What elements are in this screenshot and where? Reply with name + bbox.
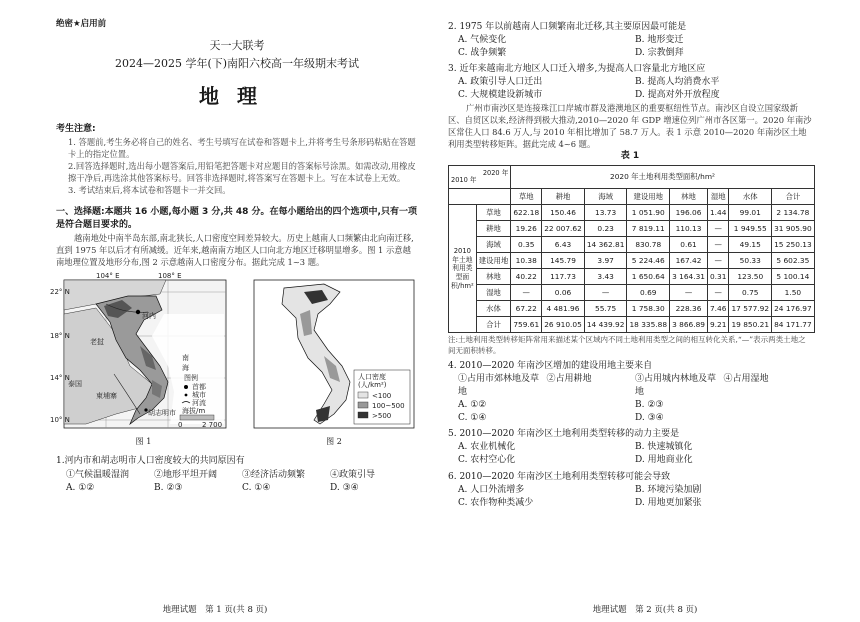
option-a: A. ①② (66, 482, 95, 493)
table-cell: 3 164.31 (670, 269, 708, 285)
table-row-header: 建设用地 (476, 253, 511, 269)
subject-title: 地理 (199, 84, 275, 109)
question-2-options-row-2 (448, 47, 812, 60)
question-4: 4. 2010—2020 年南沙区增加的建设用地主要来自 (448, 361, 653, 372)
lat-22-label: 22° N (50, 288, 70, 297)
passage-nansha: 广州市南沙区是连接珠江口岸城市群及港澳地区的重要枢纽性节点。南沙区自设立国家级新区、自贸区以来,经济得到极大推动,2010—2020 年 GDP 增速位列广州市各区第一。2020 年南沙区常住人口 84.6 万人,与 2010 年相比增加了 58.7 万人。表 1 示意 2010—2020 年南沙区土地利用类型转移矩阵。据此完成 4~6 题。 (448, 103, 812, 150)
option-a: A. 政策引导人口迁出 (458, 77, 543, 88)
table-cell: 4 481.96 (542, 301, 585, 317)
table-row (449, 285, 815, 301)
passage-vietnam: 越南地处中南半岛东部,南北狭长,人口密度空间差异较大。历史上越南人口频繁由北向南迁移,直到 1975 年以后才有所减缓。近年来,越南南方地区人口向北方地区迁移明显增多。图 1 示意越南地理位置及地形分布,图 2 示意越南人口密度分布。据此完成 1~3 题。 (56, 233, 414, 268)
figure-2 (250, 274, 418, 452)
table-cell: — (584, 285, 627, 301)
table-cell: 1.50 (772, 285, 815, 301)
table-row-header: 耕地 (476, 221, 511, 237)
table-cell: 3.43 (584, 269, 627, 285)
question-item: ②占用耕地 (546, 374, 592, 385)
question-item: ④占用湿地 (723, 374, 769, 385)
table-cell: 0.23 (584, 221, 627, 237)
table-cell: 15 250.13 (772, 237, 815, 253)
hanoi-label: 河内 (142, 312, 156, 321)
lon-104-label: 104° E (96, 272, 120, 281)
right-page (430, 0, 860, 622)
option-a: A. 农业机械化 (458, 442, 516, 453)
option-a: A. ①② (458, 400, 487, 411)
legend-title: 图例 (184, 374, 198, 383)
elevation-scale-bar (180, 415, 214, 420)
table-cell: — (707, 221, 728, 237)
table-column-header: 海域 (584, 189, 627, 205)
table-row-header: 合计 (476, 317, 511, 333)
question-item: ④政策引导 (330, 469, 376, 480)
elevation-max-label: 2 700 (202, 421, 223, 430)
question-1-items (56, 469, 418, 482)
capital-legend-icon (184, 385, 188, 389)
question-5: 5. 2010—2020 年南沙区土地利用类型转移的动力主要是 (448, 429, 680, 440)
question-3-options (448, 76, 812, 89)
table-cell: 0.31 (707, 269, 728, 285)
table-column-header: 耕地 (542, 189, 585, 205)
table-cell: 5 602.35 (772, 253, 815, 269)
table-row (449, 317, 815, 333)
table-row (449, 253, 815, 269)
table-note: 注:土地利用类型转移矩阵常用来描述某个区域内不同土地利用类型之间的相互转化关系,“—”表示两类土地之间无面积转移。 (448, 335, 806, 356)
question-1: 1.河内市和胡志明市人口密度较大的共同原因有 (56, 456, 245, 467)
question-6-options-row-2 (448, 497, 812, 510)
table-cell: 5 224.46 (627, 253, 670, 269)
notice-item: 1. 答题前,考生务必将自己的姓名、考生号填写在试卷和答题卡上,并将考生号条形码粘贴在答题卡上的指定位置。 (68, 137, 416, 160)
table-cell: 99.01 (729, 205, 772, 221)
table-cell: 19.26 (511, 221, 542, 237)
elevation-legend-title: 海拔/m (182, 407, 206, 416)
table-column-header: 合计 (772, 189, 815, 205)
table-cell: — (511, 285, 542, 301)
vietnam-population-map (250, 274, 418, 434)
density-legend-title: 人口密度 (358, 373, 386, 382)
option-d: D. ③④ (330, 482, 359, 493)
table-cell: 55.75 (584, 301, 627, 317)
vietnam-terrain-map (50, 272, 231, 434)
question-2: 2. 1975 年以前越南人口频繁南北迁移,其主要原因最可能是 (448, 22, 687, 32)
option-b: B. 快速城镇化 (635, 442, 693, 453)
table-cell: 3.97 (584, 253, 627, 269)
table-row-header: 湿地 (476, 285, 511, 301)
left-footer: 地理试题 第 1 页(共 8 页) (162, 604, 268, 615)
table-cell: 167.42 (670, 253, 708, 269)
thailand-label: 泰国 (68, 380, 82, 389)
table-row-header: 海域 (476, 237, 511, 253)
notice-item: 2.回答选择题时,选出每小题答案后,用铅笔把答题卡对应题目的答案标号涂黑。如需改动,用橡皮擦干净后,再选涂其他答案标号。回答非选择题时,将答案写在答题卡上。写在本试卷上无效。 (68, 161, 416, 184)
option-c: C. ①④ (458, 413, 487, 424)
question-2-options (448, 34, 812, 47)
table-column-header: 建设用地 (627, 189, 670, 205)
option-c: C. ①④ (242, 482, 271, 493)
table-cell: 1 758.30 (627, 301, 670, 317)
table-corner-bottom: 2010 年 (451, 176, 477, 185)
option-a: A. 气候变化 (458, 35, 507, 46)
question-item: ②地形平坦开阔 (154, 469, 218, 480)
table-cell: 0.61 (670, 237, 708, 253)
question-item: ③经济活动频繁 (242, 469, 306, 480)
option-c: C. 农村空心化 (458, 455, 516, 466)
density-mid-swatch (358, 402, 368, 408)
question-6: 6. 2010—2020 年南沙区土地利用类型转移可能会导致 (448, 471, 671, 482)
table-cell: — (707, 253, 728, 269)
question-item: ③占用城内林地及草地 (635, 374, 717, 398)
sea-label: 海 (182, 364, 189, 373)
table-row-header: 林地 (476, 269, 511, 285)
option-c: C. 战争频繁 (458, 48, 507, 59)
table-cell: — (670, 285, 708, 301)
notice-title: 考生注意: (56, 124, 96, 135)
table-cell: 117.73 (542, 269, 585, 285)
table-cell: 13.73 (584, 205, 627, 221)
table-row (449, 237, 815, 253)
figure-2-caption: 图 2 (326, 437, 342, 447)
table-cell: 2 134.78 (772, 205, 815, 221)
option-d: D. 提高对外开放程度 (635, 90, 720, 101)
south-china-sea-label: 南 (182, 354, 189, 363)
lat-18-label: 18° N (50, 332, 70, 341)
figure-1-caption: 图 1 (135, 437, 152, 447)
option-c: C. 大规模建设新城市 (458, 90, 543, 101)
density-low-label: <100 (372, 392, 392, 401)
table-cell: 830.78 (627, 237, 670, 253)
option-b: B. 地形变迁 (635, 35, 684, 46)
table-cell: — (707, 285, 728, 301)
table-cell: 6.43 (542, 237, 585, 253)
density-mid-label: 100~500 (372, 402, 405, 411)
question-3: 3. 近年来越南北方地区人口迁入增多,为提高人口容量北方地区应 (448, 64, 706, 75)
question-3-options-row-2 (448, 89, 812, 102)
option-d: D. ③④ (635, 413, 664, 424)
table-cell: 1 051.90 (627, 205, 670, 221)
capital-legend-label: 首都 (192, 383, 206, 392)
table-cell: 26 910.05 (542, 317, 585, 333)
question-4-options (448, 399, 812, 412)
density-high-label: >500 (372, 412, 392, 421)
table-cell: 7.46 (707, 301, 728, 317)
density-low-swatch (358, 392, 368, 398)
table-title: 表 1 (620, 151, 640, 162)
table-row (449, 205, 815, 221)
table-row-header: 草地 (476, 205, 511, 221)
question-4-items (448, 373, 812, 399)
lat-10-label: 10° N (50, 416, 70, 425)
table-cell: 24 176.97 (772, 301, 815, 317)
question-4-options-row-2 (448, 412, 812, 425)
option-b: B. 提高人均消费水平 (635, 77, 720, 88)
table-cell: 0.75 (729, 285, 772, 301)
table-header-row (449, 189, 815, 205)
table-cell: 1.44 (707, 205, 728, 221)
option-b: B. ②③ (154, 482, 183, 493)
laos-label: 老挝 (90, 338, 104, 347)
table-cell: 110.13 (670, 221, 708, 237)
question-5-options (448, 441, 812, 454)
table-row (449, 269, 815, 285)
table-cell: 1 650.64 (627, 269, 670, 285)
figures (50, 272, 418, 452)
table-cell: 14 439.92 (584, 317, 627, 333)
figure-1 (50, 272, 231, 452)
table-row-header: 水体 (476, 301, 511, 317)
table-cell: 7 819.11 (627, 221, 670, 237)
table-cell: 622.18 (511, 205, 542, 221)
figure-2-legend (354, 370, 410, 424)
table-cell: 67.22 (511, 301, 542, 317)
table-cell: 0.69 (627, 285, 670, 301)
table-cell: 0.35 (511, 237, 542, 253)
capital-marker (136, 310, 140, 314)
table-column-header: 林地 (670, 189, 708, 205)
notice-item: 3. 考试结束后,将本试卷和答题卡一并交回。 (68, 185, 231, 196)
exam-title: 2024—2025 学年(下)南阳六校高一年级期末考试 (114, 57, 360, 71)
option-c: C. 农作物种类减少 (458, 497, 534, 508)
table-cell: 19 850.21 (729, 317, 772, 333)
elevation-min-label: 0 (178, 421, 183, 430)
land-use-transfer-table (448, 165, 815, 333)
table-cell: 759.61 (511, 317, 542, 333)
city-legend-icon (185, 394, 188, 397)
table-cell: 0.06 (542, 285, 585, 301)
table-corner-top: 2020 年 (482, 169, 509, 178)
table-cell: 145.79 (542, 253, 585, 269)
table-cell: 40.22 (511, 269, 542, 285)
density-high-swatch (358, 412, 368, 418)
density-legend-unit: (人/km²) (358, 381, 387, 390)
table-header-spacer (449, 189, 511, 205)
table-cell: 31 905.90 (772, 221, 815, 237)
option-b: B. ②③ (635, 400, 664, 411)
table-cell: 14 362.81 (584, 237, 627, 253)
table-cell: 17 577.92 (729, 301, 772, 317)
option-a: A. 人口外流增多 (458, 484, 525, 495)
hcmc-label: 胡志明市 (148, 409, 176, 418)
table-cell: 84 171.77 (772, 317, 815, 333)
table-cell: 1 949.55 (729, 221, 772, 237)
table-column-header: 草地 (511, 189, 542, 205)
right-footer: 地理试题 第 2 页(共 8 页) (592, 604, 698, 615)
table-column-header: 湿地 (707, 189, 728, 205)
exam-org: 天一大联考 (209, 39, 265, 53)
table-cell: 49.15 (729, 237, 772, 253)
question-6-options (448, 484, 812, 497)
table-cell: 9.21 (707, 317, 728, 333)
cambodia-label: 柬埔寨 (96, 392, 117, 401)
option-b: B. 环境污染加剧 (635, 484, 702, 495)
secret-label: 绝密★启用前 (56, 19, 107, 29)
table-cell: 18 335.88 (627, 317, 670, 333)
question-item: ①占用市郊林地及草地 (458, 374, 540, 398)
table-row-group-label: 2010 年土地利用类型面积/hm² (449, 205, 477, 333)
table-body (449, 205, 815, 333)
table-cell: 123.50 (729, 269, 772, 285)
option-d: D. 用地更加紧张 (635, 497, 702, 508)
table-cell: 10.38 (511, 253, 542, 269)
table-cell: 228.36 (670, 301, 708, 317)
river-legend-label: 河流 (192, 399, 206, 408)
table-group-header: 2020 年土地利用类型面积/hm² (511, 166, 814, 189)
section-title: 一、选择题:本题共 16 小题,每小题 3 分,共 48 分。在每小题给出的四个选项中,只有一项是符合题目要求的。 (56, 207, 417, 231)
table-corner (449, 166, 511, 189)
question-item: ①气候温暖湿润 (66, 469, 130, 480)
question-1-options (56, 482, 418, 495)
city-legend-label: 城市 (192, 391, 206, 400)
table-cell: 150.46 (542, 205, 585, 221)
option-d: D. 宗教倒拜 (635, 48, 684, 59)
table-cell: 3 866.89 (670, 317, 708, 333)
question-5-options-row-2 (448, 454, 812, 467)
option-d: D. 用地商业化 (635, 455, 693, 466)
table-cell: 5 100.14 (772, 269, 815, 285)
table-cell: 196.06 (670, 205, 708, 221)
table-cell: 22 007.62 (542, 221, 585, 237)
table-row (449, 221, 815, 237)
table-cell: — (707, 237, 728, 253)
lat-14-label: 14° N (50, 374, 70, 383)
table-cell: 50.33 (729, 253, 772, 269)
table-row (449, 301, 815, 317)
lon-108-label: 108° E (158, 272, 182, 281)
table-column-header: 水体 (729, 189, 772, 205)
